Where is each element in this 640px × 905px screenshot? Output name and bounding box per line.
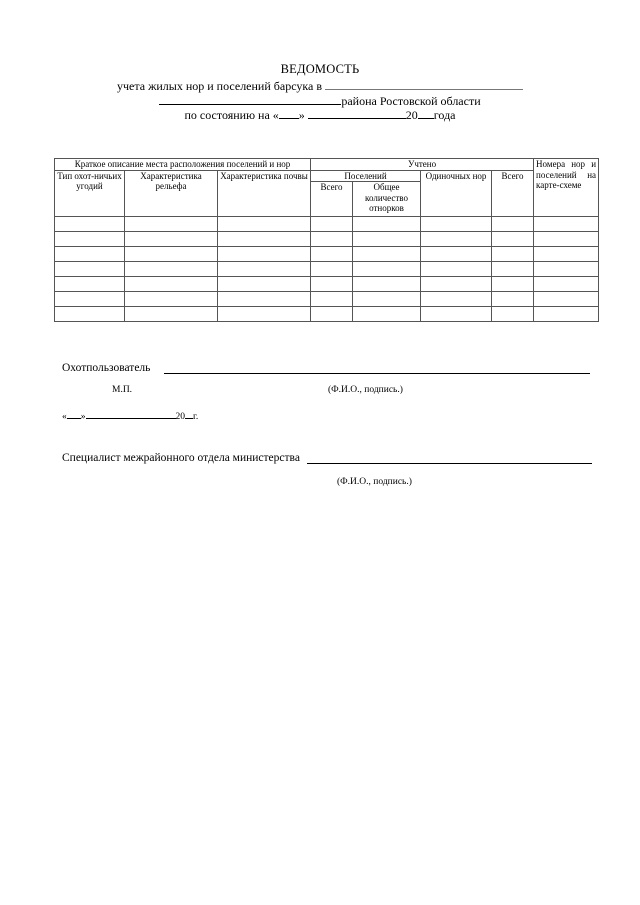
- header-counted-group: Учтено: [311, 159, 534, 171]
- table-cell[interactable]: [125, 262, 218, 277]
- year-suffix: года: [433, 108, 456, 122]
- specialist-label: Специалист межрайонного отдела министерства: [62, 452, 300, 464]
- table-cell[interactable]: [492, 307, 534, 322]
- seal-label: М.П.: [112, 385, 133, 395]
- table-cell[interactable]: [125, 292, 218, 307]
- table-cell[interactable]: [311, 262, 353, 277]
- table-cell[interactable]: [125, 217, 218, 232]
- fio-signature-caption-2: (Ф.И.О., подпись.): [337, 477, 412, 487]
- title-line-2-text: района Ростовской области: [341, 94, 481, 108]
- table-cell[interactable]: [492, 262, 534, 277]
- hunter-label: Охотпользователь: [62, 362, 151, 374]
- table-row: [55, 247, 599, 262]
- month-blank: [308, 107, 406, 119]
- table-cell[interactable]: [218, 217, 311, 232]
- as-of-prefix: по состоянию на «: [184, 108, 279, 122]
- date-month-blank[interactable]: [86, 409, 176, 419]
- date-day-blank[interactable]: [67, 409, 81, 419]
- table-cell[interactable]: [492, 247, 534, 262]
- day-blank: [279, 107, 299, 119]
- table-cell[interactable]: [421, 247, 492, 262]
- table-row: [55, 277, 599, 292]
- header-settlements: Поселений: [311, 170, 421, 182]
- table-cell[interactable]: [534, 307, 599, 322]
- hunter-signature-line[interactable]: [164, 373, 590, 374]
- table-cell[interactable]: [353, 292, 421, 307]
- table-cell[interactable]: [311, 307, 353, 322]
- year-blank: [418, 107, 434, 119]
- table-cell[interactable]: [311, 232, 353, 247]
- document-title: ВЕДОМОСТЬ: [280, 62, 360, 76]
- specialist-signature-line[interactable]: [307, 463, 592, 464]
- table-cell[interactable]: [55, 217, 125, 232]
- table-cell[interactable]: [218, 277, 311, 292]
- table-cell[interactable]: [55, 292, 125, 307]
- title-line-1: [0, 78, 640, 94]
- table-cell[interactable]: [353, 217, 421, 232]
- table-cell[interactable]: [421, 292, 492, 307]
- header-map-numbers: Номера нор и поселений на карте-схеме: [534, 159, 599, 217]
- table-row: [55, 232, 599, 247]
- title-line-1-text: учета жилых нор и поселений барсука в: [116, 79, 323, 93]
- table-cell[interactable]: [421, 262, 492, 277]
- accounting-table: [54, 158, 599, 322]
- district-name-blank: [159, 93, 341, 105]
- table-cell[interactable]: [353, 277, 421, 292]
- table-row: [55, 307, 599, 322]
- date-year-blank[interactable]: [185, 409, 193, 419]
- header-relief: Характеристика рельефа: [125, 170, 218, 217]
- table-cell[interactable]: [534, 262, 599, 277]
- table-row: [55, 217, 599, 232]
- date-line: [62, 409, 198, 422]
- header-single-holes: Одиночных нор: [421, 170, 492, 217]
- header-description-group: Краткое описание места расположения поселений и нор: [55, 159, 311, 171]
- date-year-prefix: 20: [175, 412, 185, 422]
- table-row: [55, 292, 599, 307]
- table-cell[interactable]: [218, 292, 311, 307]
- table-cell[interactable]: [492, 292, 534, 307]
- table-cell[interactable]: [55, 247, 125, 262]
- as-of-close-quote: »: [298, 108, 305, 122]
- table-cell[interactable]: [492, 277, 534, 292]
- table-cell[interactable]: [421, 277, 492, 292]
- date-open-quote: «: [62, 412, 67, 422]
- table-cell[interactable]: [125, 277, 218, 292]
- header-total-1: Всего: [311, 182, 353, 217]
- header-total-holes: Общее количество отнорков: [353, 182, 421, 217]
- table-cell[interactable]: [55, 232, 125, 247]
- table-row: [55, 262, 599, 277]
- table-cell[interactable]: [353, 262, 421, 277]
- table-cell[interactable]: [534, 247, 599, 262]
- header-soil: Характеристика почвы: [218, 170, 311, 217]
- table-cell[interactable]: [218, 262, 311, 277]
- table-cell[interactable]: [55, 307, 125, 322]
- year-prefix: 20: [405, 108, 418, 122]
- table-cell[interactable]: [353, 232, 421, 247]
- table-cell[interactable]: [218, 232, 311, 247]
- table-cell[interactable]: [311, 247, 353, 262]
- region-name-blank: [325, 78, 523, 90]
- table-cell[interactable]: [353, 247, 421, 262]
- table-cell[interactable]: [125, 247, 218, 262]
- table-cell[interactable]: [218, 307, 311, 322]
- title-line-3: [0, 107, 640, 123]
- table-cell[interactable]: [353, 307, 421, 322]
- table-cell[interactable]: [421, 217, 492, 232]
- fio-signature-caption-1: (Ф.И.О., подпись.): [328, 385, 403, 395]
- table-cell[interactable]: [311, 217, 353, 232]
- table-cell[interactable]: [311, 292, 353, 307]
- table-cell[interactable]: [534, 292, 599, 307]
- table-cell[interactable]: [125, 232, 218, 247]
- table-cell[interactable]: [311, 277, 353, 292]
- table-cell[interactable]: [534, 277, 599, 292]
- table-cell[interactable]: [55, 262, 125, 277]
- date-year-suffix: г.: [193, 412, 199, 422]
- table-cell[interactable]: [55, 277, 125, 292]
- date-close-quote: »: [80, 412, 86, 422]
- table-cell[interactable]: [492, 217, 534, 232]
- table-cell[interactable]: [421, 232, 492, 247]
- table-cell[interactable]: [492, 232, 534, 247]
- header-land-type: Тип охот-ничьих угодий: [55, 170, 125, 217]
- header-total-2: Всего: [492, 170, 534, 217]
- table-cell[interactable]: [125, 307, 218, 322]
- table-cell[interactable]: [534, 217, 599, 232]
- table-cell[interactable]: [218, 247, 311, 262]
- table-cell[interactable]: [421, 307, 492, 322]
- table-cell[interactable]: [534, 232, 599, 247]
